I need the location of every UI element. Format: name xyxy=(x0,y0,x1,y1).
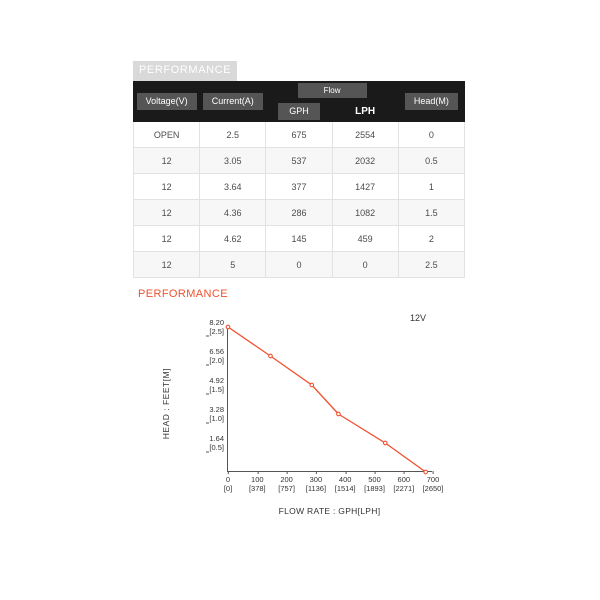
header-voltage xyxy=(134,82,200,122)
y-tick xyxy=(209,405,228,423)
cell-lph: 0 xyxy=(332,252,398,278)
cell-head: 0.5 xyxy=(398,148,464,174)
x-tick-lph: [1893] xyxy=(364,484,385,493)
cell-voltage: 12 xyxy=(134,200,200,226)
cell-current: 4.36 xyxy=(200,200,266,226)
chart-series-head-vs-flow xyxy=(228,327,433,472)
cell-lph: 2032 xyxy=(332,148,398,174)
cell-current: 5 xyxy=(200,252,266,278)
y-tick xyxy=(209,434,228,452)
x-tick-lph: [757] xyxy=(278,484,295,493)
x-tick xyxy=(306,471,326,493)
cell-gph: 0 xyxy=(266,252,332,278)
y-tick-meters: [2.0] xyxy=(209,356,224,365)
x-tick-lph: [2271] xyxy=(393,484,415,493)
y-tick-mark xyxy=(206,452,209,453)
cell-voltage: 12 xyxy=(134,252,200,278)
series-point xyxy=(226,325,230,329)
x-tick-mark xyxy=(433,471,434,474)
table-row xyxy=(134,200,465,226)
table-header-row-top xyxy=(134,82,465,101)
x-tick-gph: 400 xyxy=(338,475,352,484)
y-tick-feet: 1.64 xyxy=(209,434,224,443)
table-row xyxy=(134,122,465,148)
cell-lph: 1427 xyxy=(332,174,398,200)
table-row xyxy=(134,174,465,200)
x-tick xyxy=(278,471,295,493)
x-tick xyxy=(224,471,232,493)
y-tick-meters: [0.5] xyxy=(209,443,224,452)
series-line xyxy=(228,327,426,472)
y-tick xyxy=(209,347,228,365)
x-tick-lph: [378] xyxy=(248,484,266,493)
cell-current: 2.5 xyxy=(200,122,266,148)
header-current xyxy=(200,82,266,122)
series-point xyxy=(310,383,314,387)
performance-table xyxy=(133,81,465,278)
cell-head: 2.5 xyxy=(398,252,464,278)
cell-gph: 377 xyxy=(266,174,332,200)
header-gph xyxy=(266,101,332,122)
table-row xyxy=(134,252,465,278)
header-flow xyxy=(266,82,398,101)
cell-head: 1.5 xyxy=(398,200,464,226)
header-current-label: Current(A) xyxy=(203,93,263,110)
y-tick-feet: 4.92 xyxy=(209,376,224,385)
y-tick xyxy=(209,318,228,336)
x-tick-lph: [0] xyxy=(223,484,233,493)
header-voltage-label: Voltage(V) xyxy=(137,93,197,110)
cell-head: 1 xyxy=(398,174,464,200)
x-tick xyxy=(335,471,356,493)
header-gph-label: GPH xyxy=(278,103,320,120)
table-header xyxy=(134,82,465,122)
header-head-label: Head(M) xyxy=(405,93,458,110)
series-point xyxy=(383,441,387,445)
y-tick-feet: 3.28 xyxy=(209,405,224,414)
performance-table-block xyxy=(133,60,465,278)
chart-title: PERFORMANCE xyxy=(138,288,228,300)
x-tick xyxy=(364,471,385,493)
header-lph xyxy=(332,101,398,122)
cell-lph: 2554 xyxy=(332,122,398,148)
x-tick-lph: [1136] xyxy=(305,484,327,493)
x-tick xyxy=(249,471,266,493)
cell-lph: 459 xyxy=(332,226,398,252)
cell-head: 2 xyxy=(398,226,464,252)
y-tick-mark xyxy=(206,423,209,424)
cell-voltage: 12 xyxy=(134,174,200,200)
x-tick-gph: 700 xyxy=(426,475,440,484)
table-title: PERFORMANCE xyxy=(133,61,237,81)
x-tick-gph: 600 xyxy=(397,475,411,484)
cell-gph: 145 xyxy=(266,226,332,252)
chart-voltage-annotation: 12V xyxy=(410,313,427,323)
cell-gph: 537 xyxy=(266,148,332,174)
table-row xyxy=(134,226,465,252)
x-tick-gph: 500 xyxy=(368,475,381,484)
cell-lph: 1082 xyxy=(332,200,398,226)
chart-y-axis-label: HEAD : FEET[M] xyxy=(161,368,171,440)
cell-voltage: OPEN xyxy=(134,122,200,148)
header-lph-label: LPH xyxy=(355,105,376,117)
table-body xyxy=(134,122,465,278)
y-tick-mark xyxy=(206,365,209,366)
y-tick-meters: [1.5] xyxy=(209,385,224,394)
series-point xyxy=(269,354,273,358)
chart-x-axis-label: FLOW RATE : GPH[LPH] xyxy=(278,506,381,516)
performance-chart xyxy=(133,310,473,530)
cell-head: 0 xyxy=(398,122,464,148)
x-tick-gph: 300 xyxy=(309,475,323,484)
y-tick-feet: 8.20 xyxy=(209,318,224,327)
y-tick-meters: [2.5] xyxy=(209,327,224,336)
cell-voltage: 12 xyxy=(134,226,200,252)
cell-current: 4.62 xyxy=(200,226,266,252)
cell-gph: 675 xyxy=(266,122,332,148)
cell-current: 3.64 xyxy=(200,174,266,200)
x-tick xyxy=(393,471,414,493)
series-point xyxy=(424,470,428,474)
y-tick xyxy=(209,376,228,394)
x-tick-gph: 0 xyxy=(225,475,231,484)
table-row xyxy=(134,148,465,174)
series-point xyxy=(337,412,341,416)
cell-current: 3.05 xyxy=(200,148,266,174)
header-head xyxy=(398,82,464,122)
y-tick-feet: 6.56 xyxy=(209,347,224,356)
header-flow-label: Flow xyxy=(298,83,367,98)
x-tick-lph: [1514] xyxy=(334,484,356,493)
x-tick-gph: 100 xyxy=(251,475,264,484)
cell-voltage: 12 xyxy=(134,148,200,174)
cell-gph: 286 xyxy=(266,200,332,226)
x-tick-lph: [2650] xyxy=(422,484,444,493)
x-tick-gph: 200 xyxy=(280,475,293,484)
y-tick-mark xyxy=(206,336,209,337)
y-tick-mark xyxy=(206,394,209,395)
y-tick-meters: [1.0] xyxy=(209,414,224,423)
